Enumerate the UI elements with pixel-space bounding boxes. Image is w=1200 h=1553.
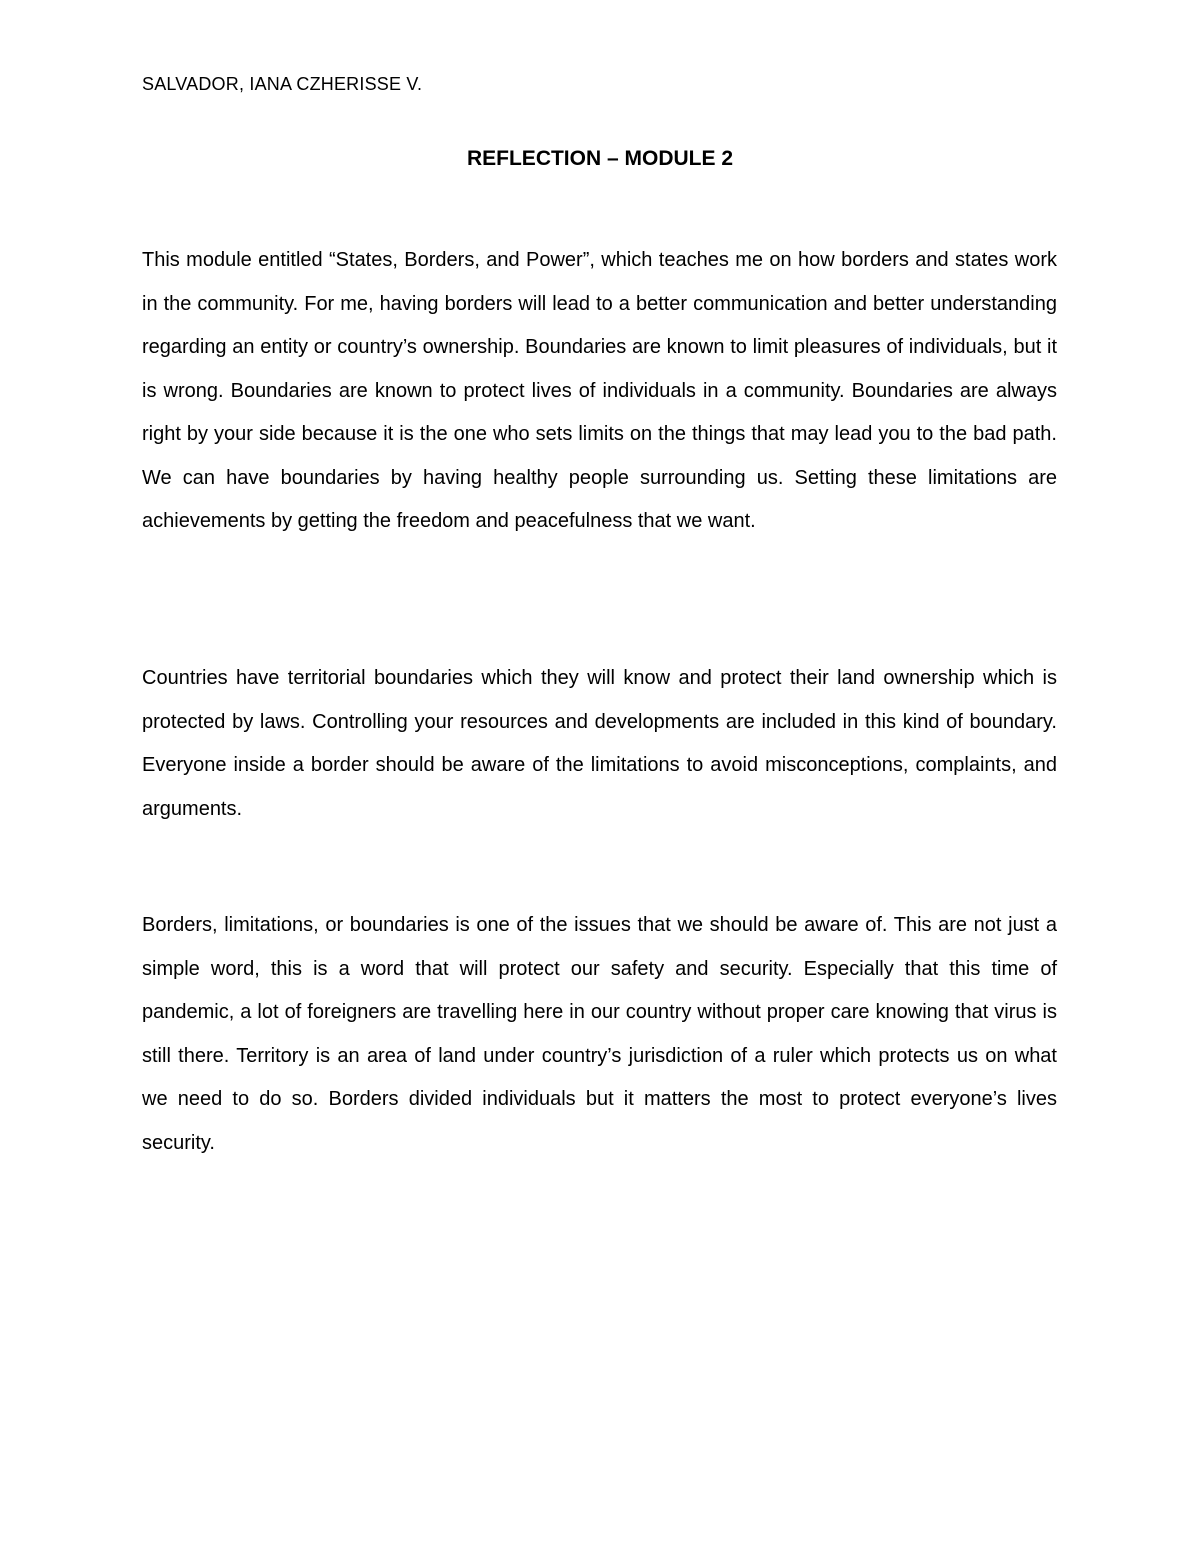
paragraph-3: Borders, limitations, or boundaries is one of the issues that we should be aware of. This are not just a simple word, this is a word that will protect our safety and security. Especially that this time of pandemic, a lot of foreigners are travelling here in our country without proper care knowing that virus is still there. Territory is an area of land under country’s jurisdiction of a ruler which protects us on what we need to do so. Borders divided individuals but it matters the most to protect everyone’s lives security. — [142, 914, 1057, 1154]
document-title: REFLECTION – MODULE 2 — [466, 147, 734, 170]
author-name: SALVADOR, IANA CZHERISSE V. — [142, 74, 423, 94]
paragraph-2: Countries have territorial boundaries which they will know and protect their land ownership which is protected by laws. Controlling your resources and developments are included in this kind of boundary. Everyone inside a border should be aware of the limitations to avoid misconceptions, complaints, and arguments. — [142, 667, 1057, 820]
paragraph-1: This module entitled “States, Borders, and Power”, which teaches me on how borders and states work in the community. For me, having borders will lead to a better communication and better understanding regarding an entity or country’s ownership. Boundaries are known to limit pleasures of individuals, but it is wrong. Boundaries are known to protect lives of individuals in a community. Boundaries are always right by your side because it is the one who sets limits on the things that may lead you to the bad path. We can have boundaries by having healthy people surrounding us. Setting these limitations are achievements by getting the freedom and peacefulness that we want. — [142, 249, 1057, 532]
